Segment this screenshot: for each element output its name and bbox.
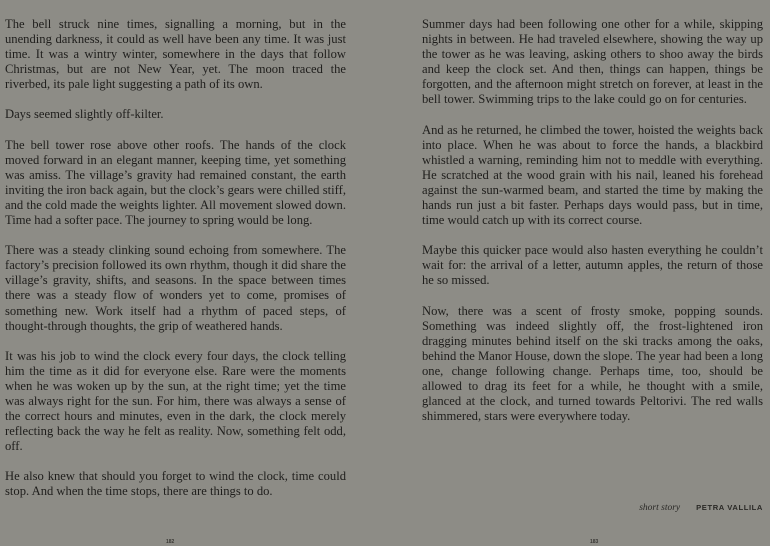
paragraph: Days seemed slightly off-kilter. <box>5 107 164 122</box>
page-number-left: 182 <box>166 539 175 545</box>
paragraph: The bell tower rose above other roofs. The hands of the clock moved forward in an elegant manner, keeping time, yet something was amiss. The village’s gravity had remained constant, the earth inviting the iron back again, but the clock’s gears were chilled stiff, and the cold made the weights lighter. All movement slowed down. Time had a softer pace. The journey to spring would be long. <box>5 137 346 228</box>
byline <box>422 503 763 513</box>
paragraph: Maybe this quicker pace would also hasten everything he couldn’t wait for: the arrival of a letter, autumn apples, the return of those he so missed. <box>422 243 763 288</box>
right-page <box>422 17 763 439</box>
paragraph: And as he returned, he climbed the tower, hoisted the weights back into place. When he was about to force the hands, a blackbird whistled a warning, reminding him not to meddle with everything. He scratched at the wood grain with his nail, leaned his forehead against the sun-warmed beam, and started the time by making the hands run just a bit faster. Perhaps days would pass, but in time, time would catch up with its correct course. <box>422 122 763 228</box>
page-number-right: 183 <box>590 539 599 545</box>
paragraph: He also knew that should you forget to wind the clock, time could stop. And when the time stops, there are things to do. <box>5 469 346 499</box>
paragraph: The bell struck nine times, signalling a morning, but in the unending darkness, it could as well have been any time. It was just time. It was a wintry winter, somewhere in the days that follow Christmas, but are not New Year, yet. The moon traced the riverbed, its pale light suggesting a path of its own. <box>5 17 346 92</box>
paragraph: There was a steady clinking sound echoing from somewhere. The factory’s precision followed its own rhythm, though it did share the village’s gravity, shifts, and seasons. In the space between times there was a steady flow of wonders yet to come, promises of something new. Work itself had a rhythm of paced steps, of thought-through thoughts, the grip of weathered hands. <box>5 243 346 333</box>
byline-genre: short story <box>639 503 681 513</box>
paragraph: Now, there was a scent of frosty smoke, popping sounds. Something was indeed slightly off, the frost-lightened iron dragging minutes behind itself on the ski tracks among the oaks, behind the Manor House, down the slope. The year had been a long one, change following change. Perhaps time, too, should be allowed to drag its feet for a while, he thought with a smile, glanced at the clock, and turned towards Peltorivi. The red walls shimmered, stars were everywhere today. <box>422 303 763 424</box>
left-page <box>5 17 346 515</box>
byline-author: PETRA VALLILA <box>696 503 763 512</box>
paragraph: It was his job to wind the clock every four days, the clock telling him the time as it did for everyone else. Rare were the moments when he was woken up by the sun, at the right time; yet the time was always right for the sun. For him, there was always a sense of the correct hours and minutes, even in the dark, the clock merely reflecting back the way he felt as reality. Now, something felt odd, off. <box>5 348 346 454</box>
paragraph: Summer days had been following one other for a while, skipping nights in between. He had traveled elsewhere, showing the way up the tower as he was leaving, asking others to shoo away the birds and keep the clock set. And then, things can happen, things be forgotten, and the afternoon might stretch on forever, at least in the bell tower. Swimming trips to the lake could go on for centuries. <box>422 17 763 107</box>
